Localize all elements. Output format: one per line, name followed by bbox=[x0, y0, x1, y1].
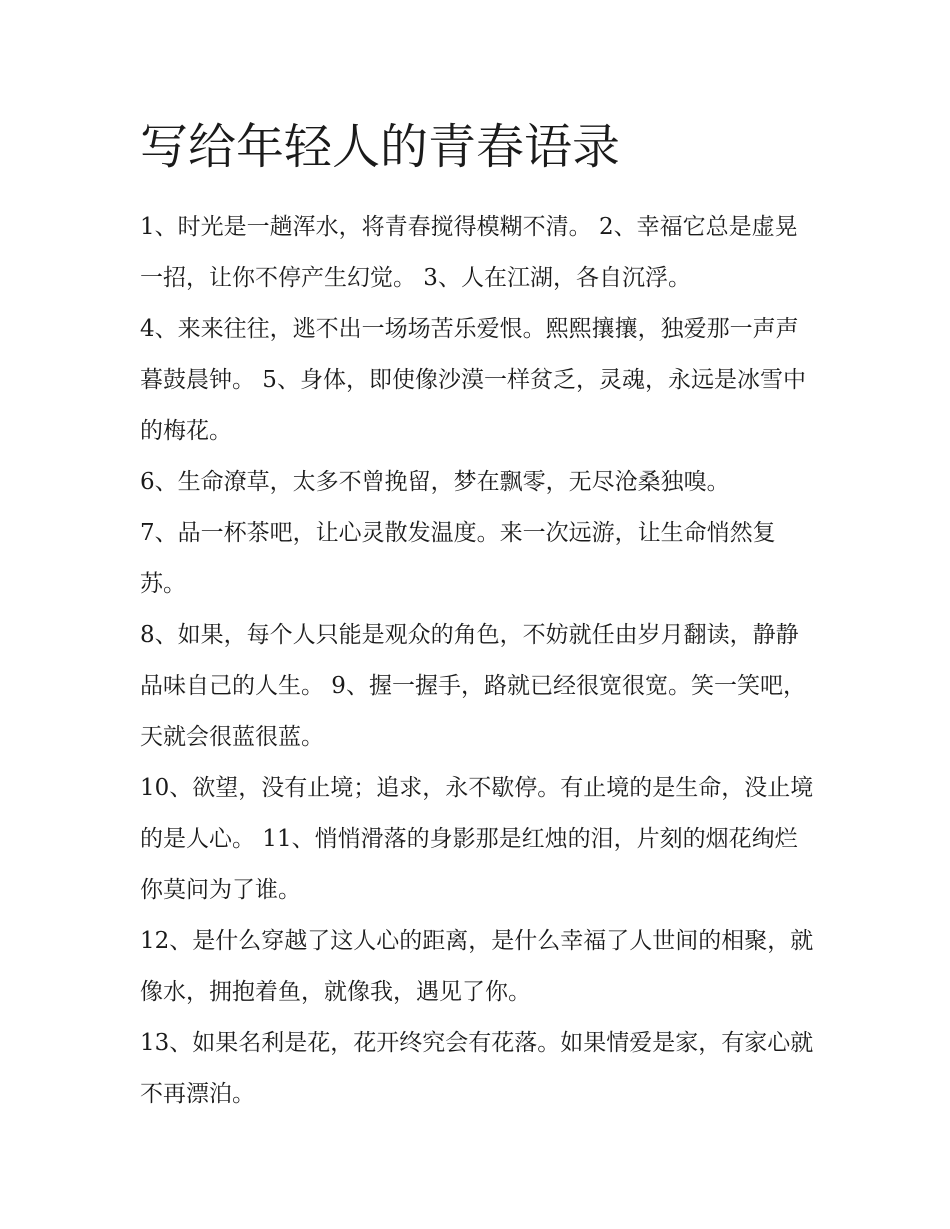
paragraph-3: 6、生命潦草，太多不曾挽留，梦在飘零，无尽沧桑独嗅。 bbox=[140, 469, 730, 495]
paragraph-4: 7、品一杯茶吧，让心灵散发温度。来一次远游，让生命悄然复苏。 bbox=[140, 520, 776, 597]
paragraph-7: 12、是什么穿越了这人心的距离，是什么幸福了人世间的相聚，就像水，拥抱着鱼，就像我，遇见了你。 bbox=[140, 928, 814, 1005]
page-title: 写给年轻人的青春语录 bbox=[140, 119, 621, 175]
paragraph-5: 8、如果，每个人只能是观众的角色，不妨就任由岁月翻读，静静品味自己的人生。 9、握一握手，路就已经很宽很宽。笑一笑吧，天就会很蓝很蓝。 bbox=[140, 622, 806, 750]
document-body bbox=[140, 202, 815, 1120]
paragraph-8: 13、如果名利是花，花开终究会有花落。如果情爱是家，有家心就不再漂泊。 bbox=[140, 1030, 814, 1107]
paragraph-1: 1、时光是一趟浑水，将青春搅得模糊不清。 2、幸福它总是虚晃一招，让你不停产生幻觉。 3、人在江湖，各自沉浮。 bbox=[140, 214, 798, 291]
paragraph-6: 10、欲望，没有止境；追求，永不歇停。有止境的是生命，没止境的是人心。 11、悄悄滑落的身影那是红烛的泪，片刻的烟花绚烂你莫问为了谁。 bbox=[140, 775, 814, 903]
paragraph-2: 4、来来往往，逃不出一场场苦乐爱恨。熙熙攘攘，独爱那一声声暮鼓晨钟。 5、身体，即使像沙漠一样贫乏，灵魂，永远是冰雪中的梅花。 bbox=[140, 316, 806, 444]
